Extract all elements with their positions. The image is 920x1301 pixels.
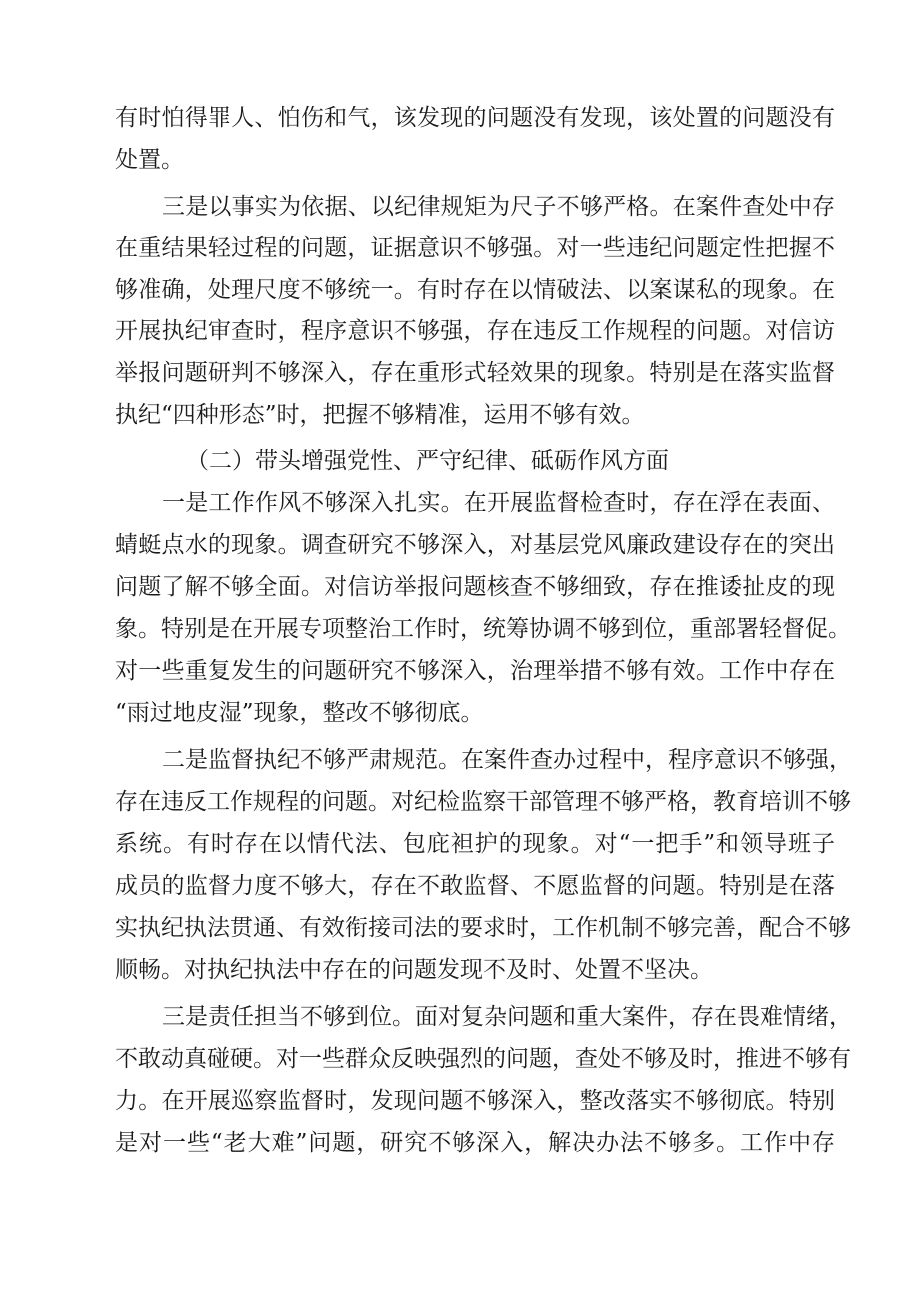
section-heading: （二）带头增强党性、严守纪律、砥砺作风方面 xyxy=(186,448,669,474)
text-line: 成员的监督力度不够大，存在不敢监督、不愿监督的问题。特别是在落 xyxy=(115,873,835,899)
text-line: 有时怕得罪人、怕伤和气，该发现的问题没有发现，该处置的问题没有 xyxy=(115,105,835,131)
text-line: 问题了解不够全面。对信访举报问题核查不够细致，存在推诿扯皮的现 xyxy=(115,574,835,600)
text-line: 象。特别是在开展专项整治工作时，统筹协调不够到位，重部署轻督促。 xyxy=(115,616,851,642)
text-line: 蜻蜓点水的现象。调查研究不够深入，对基层党风廉政建设存在的突出 xyxy=(115,532,835,558)
paragraph-first-line: 三是以事实为依据、以纪律规矩为尺子不够严格。在案件查处中存 xyxy=(162,194,835,220)
text-line: 系统。有时存在以情代法、包庇袒护的现象。对“一把手”和领导班子 xyxy=(115,831,835,857)
paragraph-first-line: 三是责任担当不够到位。面对复杂问题和重大案件，存在畏难情绪， xyxy=(162,1004,852,1030)
text-line: 实执纪执法贯通、有效衔接司法的要求时，工作机制不够完善，配合不够 xyxy=(115,915,851,941)
text-line: 顺畅。对执纪执法中存在的问题发现不及时、处置不坚决。 xyxy=(115,957,713,983)
text-line: 处置。 xyxy=(115,147,184,173)
text-line: 够准确，处理尺度不够统一。有时存在以情破法、以案谋私的现象。在 xyxy=(115,277,835,303)
text-line: 不敢动真碰硬。对一些群众反映强烈的问题，查处不够及时，推进不够有 xyxy=(115,1046,851,1072)
paragraph-first-line: 二是监督执纪不够严肃规范。在案件查办过程中，程序意识不够强， xyxy=(162,747,852,773)
text-line: 存在违反工作规程的问题。对纪检监察干部管理不够严格，教育培训不够 xyxy=(115,789,851,815)
text-line: 执纪“四种形态”时，把握不够精准，运用不够有效。 xyxy=(115,402,645,428)
paragraph-first-line: 一是工作作风不够深入扎实。在开展监督检查时，存在浮在表面、 xyxy=(162,490,835,516)
text-line: 开展执纪审查时，程序意识不够强，存在违反工作规程的问题。对信访 xyxy=(115,318,835,344)
text-line: 力。在开展巡察监督时，发现问题不够深入，整改落实不够彻底。特别 xyxy=(115,1088,835,1114)
text-line: 是对一些“老大难”问题，研究不够深入，解决办法不够多。工作中存 xyxy=(115,1130,835,1156)
text-line: 举报问题研判不够深入，存在重形式轻效果的现象。特别是在落实监督 xyxy=(115,360,835,386)
text-line: 在重结果轻过程的问题，证据意识不够强。对一些违纪问题定性把握不 xyxy=(115,235,835,261)
text-line: “雨过地皮湿”现象，整改不够彻底。 xyxy=(115,700,484,726)
text-line: 对一些重复发生的问题研究不够深入，治理举措不够有效。工作中存在 xyxy=(115,658,835,684)
